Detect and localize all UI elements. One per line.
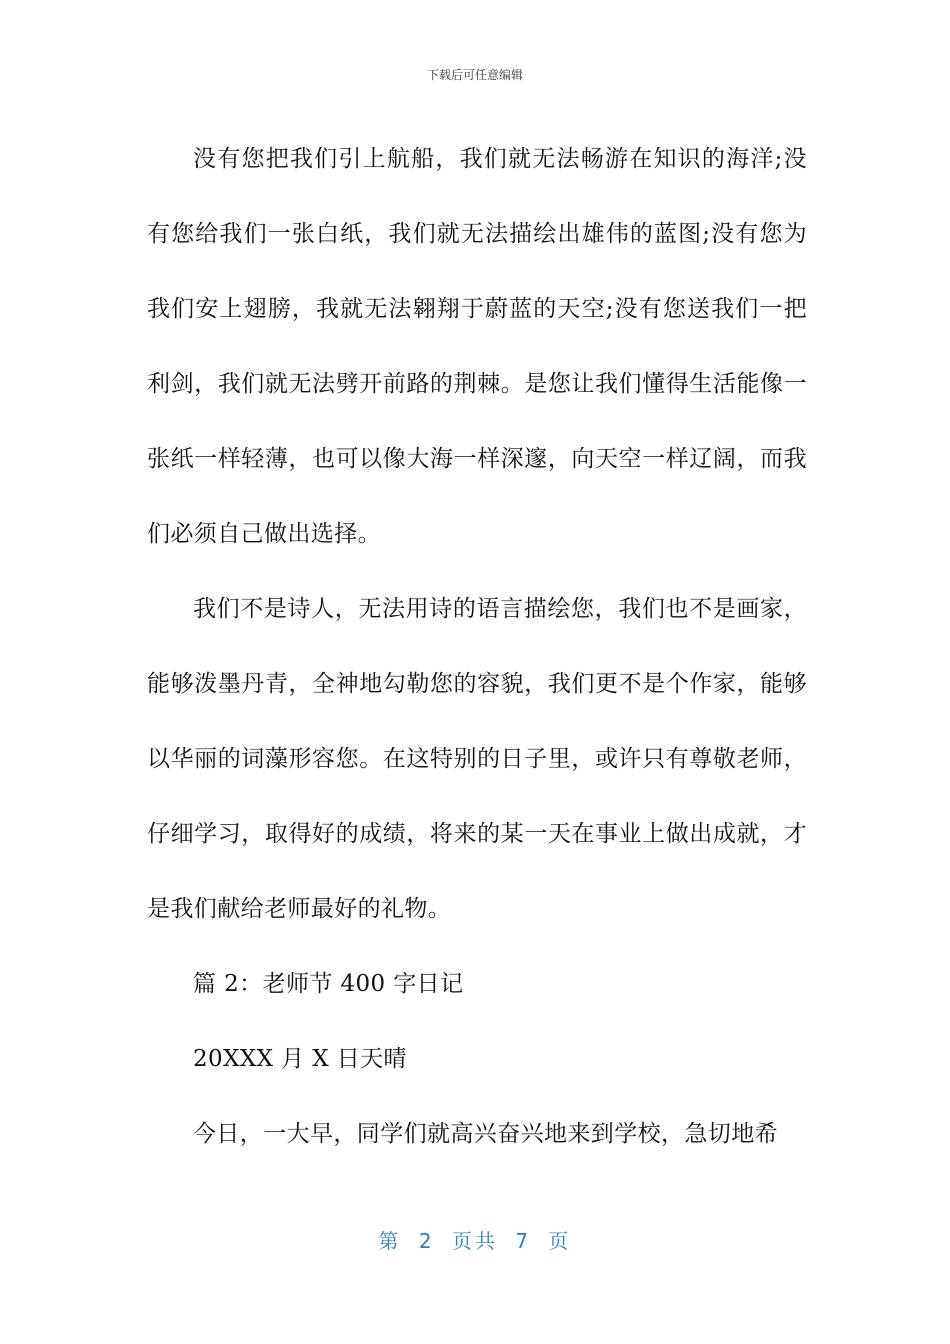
diary-date-line: 20XXX 月 X 日天晴 (193, 1046, 407, 1072)
paragraph-3: 今日，一大早，同学们就高兴奋兴地来到学校，急切地希 (193, 1121, 778, 1147)
page-number-footer: 第 2 页共 7 页 (378, 1229, 572, 1253)
section-heading: 篇 2：老师节 400 字日记 (193, 971, 464, 997)
paragraph-1: 没有您把我们引上航船，我们就无法畅游在知识的海洋;没有您给我们一张白纸，我们就无法描绘出雄伟的蓝图;没有您为我们安上翅膀，我就无法翱翔于蔚蓝的天空;没有您送我们一把利剑，我们就无法劈开前路的荆棘。是您让我们懂得生活能像一张纸一样轻薄，也可以像大海一样深邃，向天空一样辽阔，而我们必须自己做出选择。 (147, 146, 807, 547)
document-body (147, 122, 807, 1172)
page-header: 下载后可任意编辑 (426, 68, 523, 82)
paragraph-2: 我们不是诗人，无法用诗的语言描绘您，我们也不是画家，能够泼墨丹青，全神地勾勒您的容貌，我们更不是个作家，能够以华丽的词藻形容您。在这特别的日子里，或许只有尊敬老师，仔细学习，取得好的成绩，将来的某一天在事业上做出成就，才是我们献给老师最好的礼物。 (147, 596, 807, 922)
